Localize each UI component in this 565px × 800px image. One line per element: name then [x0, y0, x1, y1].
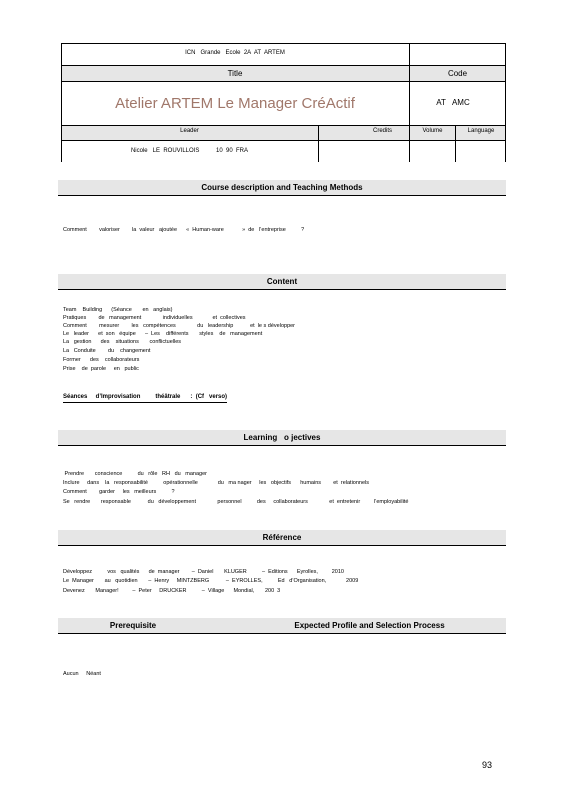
- prerequisite-heading-left: Prerequisite: [109, 621, 157, 630]
- leader-value: Nicole LE ROUVILLOIS 10 90 FRA: [130, 148, 249, 154]
- objective-line: Comment garder les meilleurs ?: [63, 489, 175, 495]
- improvisation-note: Séances d’Improvisation théâtrale : (Cf verso): [63, 393, 227, 403]
- course-description-text: Comment valoriser la valeur ajoutée « Human-ware » de l’entreprise ?: [63, 227, 305, 233]
- school-line: ICN Grande Ecole 2A AT ARTEM: [185, 50, 285, 56]
- content-line: Le leader et son équipe – Les différents styles de management: [63, 331, 263, 337]
- reference-heading: Référence: [58, 530, 506, 546]
- course-info-table: [61, 43, 506, 162]
- volume-header: Volume: [422, 128, 443, 134]
- course-title: Atelier ARTEM Le Manager CréActif: [115, 95, 355, 112]
- objective-line: Inclure dans la responsabilité opérationnelle du ma nager les objectifs humains et relationnels: [63, 480, 370, 486]
- prerequisite-heading: [58, 618, 506, 634]
- page-number: 93: [482, 760, 493, 770]
- prerequisite-heading-right: Expected Profile and Selection Process: [294, 621, 445, 630]
- content-heading: Content: [58, 274, 506, 290]
- content-line: Comment mesurer les compétences du leadership et le s développer: [63, 323, 296, 329]
- reference-line: Devenez Manager! – Peter DRUCKER – Village Mondial, 200 3: [63, 588, 281, 594]
- reference-line: Le Manager au quotidien – Henry MINTZBERG – EYROLLES, Ed d’Organisation, 2009: [63, 578, 359, 584]
- language-header: Language: [467, 128, 495, 134]
- objective-line: Se rendre responsable du développement personnel des collaborateurs et entretenir l’employabilité: [63, 499, 409, 505]
- content-line: La Conduite du changement: [63, 348, 151, 354]
- course-description-heading: Course description and Teaching Methods: [58, 180, 506, 196]
- content-line: La gestion des situations conflictuelles: [63, 339, 182, 345]
- content-line: Former des collaborateurs: [63, 357, 140, 363]
- credits-header: Credits: [373, 128, 393, 134]
- leader-header: Leader: [180, 128, 199, 134]
- title-header: Title: [227, 69, 243, 78]
- code-header: Code: [447, 69, 468, 78]
- prerequisite-text: Aucun Néant: [63, 671, 101, 677]
- content-line: Team Building (Séance en anglais): [63, 307, 173, 313]
- content-line: Prise de parole en public: [63, 366, 139, 372]
- objective-line: Prendre conscience du rôle RH du manager: [63, 471, 207, 477]
- content-line: Pratiques de management individuelles et collectives: [63, 315, 246, 321]
- course-code: AT AMC: [436, 98, 470, 107]
- reference-line: Développez vos qualités de manager – Daniel KLUGER – Editions Eyrolles, 2010: [63, 569, 344, 575]
- learning-objectives-heading: Learning o jectives: [58, 430, 506, 446]
